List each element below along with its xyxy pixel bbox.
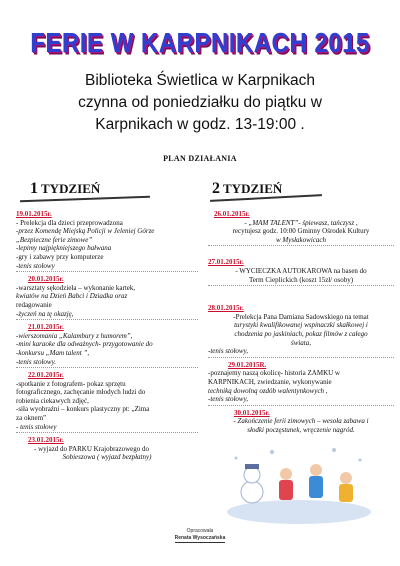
activity-line: -Prelekcja Pana Damiana Sadowskiego na temat [233, 312, 369, 321]
activity-line: techniką dowolną ozdób walentynkowych , [208, 386, 328, 395]
activity-line: fotograficznego, zachęcanie młodych ludzi do [16, 388, 146, 397]
activity-line: -spotkanie z fotografem- pokaz sprzętu [16, 379, 126, 388]
activity-line: -konkursu „Mam talent ”, [16, 348, 90, 357]
activity-line: -tenis stołowy, [208, 347, 249, 356]
activity-line: za oknem” [16, 414, 47, 423]
week2-heading [212, 180, 282, 198]
activity-line: Sobieszowa ( wyjazd bezpłatny) [62, 453, 152, 462]
divider [208, 245, 394, 246]
divider [16, 271, 198, 272]
activity-line: świata, [290, 338, 312, 347]
week1-heading [30, 180, 100, 198]
week1-number: 1 [30, 180, 38, 197]
divider [208, 285, 394, 286]
day-date: 29.01.2015R. [228, 360, 267, 369]
week2-label: TYDZIEŃ [223, 181, 283, 196]
activity-line: - „MAM TALENT”- śpiewasz, tańczysz , [244, 218, 358, 227]
author-name: Renata Wysoczańska [174, 535, 226, 541]
activity-line: -życzeń na tę okazję, [16, 309, 74, 318]
activity-line: redagowanie [16, 300, 52, 309]
winter-kids-illustration [224, 440, 374, 525]
divider [208, 357, 394, 358]
activity-line: -tenis stołowy, [208, 395, 249, 404]
week2-number: 2 [212, 180, 220, 197]
activity-line: kwiatów na Dzień Babci i Dziadka oraz [16, 292, 128, 301]
activity-line: w Mysłakowicach [276, 235, 326, 244]
intro-line: Karpnikach w godz. 13-19:00 . [95, 116, 305, 133]
day-date: 20.01.2015r. [28, 275, 64, 284]
activity-line: -wierszomania „Kalambury z humorem”, [16, 331, 133, 340]
activity-line: - wyjazd do PARKU Krajobrazowego do [34, 444, 150, 453]
day-date: 23.01.2015r. [28, 436, 64, 445]
intro-line: Biblioteka Świetlica w Karpnikach [84, 72, 316, 89]
day-date: 28.01.2015r. [208, 304, 244, 313]
activity-line: -tenis stołowy [16, 261, 55, 270]
activity-line: -mini karaoke dla odważnych- przygotowanie do [16, 340, 153, 349]
day-date: 22.01.2015r. [28, 371, 64, 380]
activity-line: „Bezpieczne ferie zimowe” [16, 235, 93, 244]
activity-line: -lepimy najpiękniejszego bałwana [16, 244, 112, 253]
activity-line: -siła wyobraźni – konkurs plastyczny pt: „Zima [16, 405, 150, 414]
activity-line: robienia ciekawych zdjęć, [16, 396, 89, 405]
activity-line: -poznajemy naszą okolicę- historia ZAMKU w [208, 369, 340, 378]
day-date: 26.01.2015r. [214, 210, 250, 218]
day-date: 21.01.2015r. [28, 323, 64, 332]
plan-heading: PLAN DZIAŁANIA [163, 154, 237, 163]
day-date: 27.01.2015r. [208, 258, 244, 267]
divider [208, 405, 394, 406]
intro-text [40, 70, 360, 136]
activity-line: Term Cieplickich (koszt 15zł/ osoby) [248, 275, 354, 284]
activity-line: - Prelekcja dla dzieci przeprowadzona [16, 218, 123, 227]
activity-line: KARPNIKACH, zwiedzanie, wykonywanie [208, 377, 332, 386]
day-date: 19.01.2015r. [16, 210, 52, 218]
week1-label: TYDZIEŃ [41, 181, 101, 196]
page-title: FERIE W KARPNIKACH 2015 [30, 27, 370, 59]
activity-line: turystyki kwalifikowanej wspinaczki skałkowej i [234, 321, 368, 330]
divider [16, 367, 198, 368]
footer-line: Opracowała [186, 528, 214, 534]
activity-line: -gry i zabawy przy komputerze [16, 252, 104, 261]
intro-line: czynna od poniedziałku do piątku w [78, 94, 322, 111]
activity-line: -przez Komendę Miejską Policji w Jeleniej Górze [16, 227, 155, 236]
week2-column [208, 210, 394, 434]
divider [16, 432, 198, 433]
author-footer [0, 528, 400, 543]
activity-line: - Zakończenie ferii zimowych – wesoła zabawa i [233, 417, 369, 426]
activity-line: - tenis stołowy [16, 422, 57, 431]
activity-line: -tenis stołowy. [16, 357, 57, 366]
activity-line: recytujesz godz. 10:00 Gminny Ośrodek Kultury [232, 227, 370, 236]
activity-line: słodki poczęstunek, wręczenie nagród. [247, 425, 355, 434]
activity-line: -warsztaty sękodzieła – wykonanie kartek, [16, 283, 136, 292]
activity-line: - WYCIECZKA AUTOKAROWA na basen do [235, 266, 367, 275]
divider [16, 319, 198, 320]
week1-column [16, 210, 198, 462]
day-date: 30.01.2015r. [234, 408, 270, 417]
activity-line: chodzenia po jaskiniach, pokaz filmów z całego [234, 329, 368, 338]
